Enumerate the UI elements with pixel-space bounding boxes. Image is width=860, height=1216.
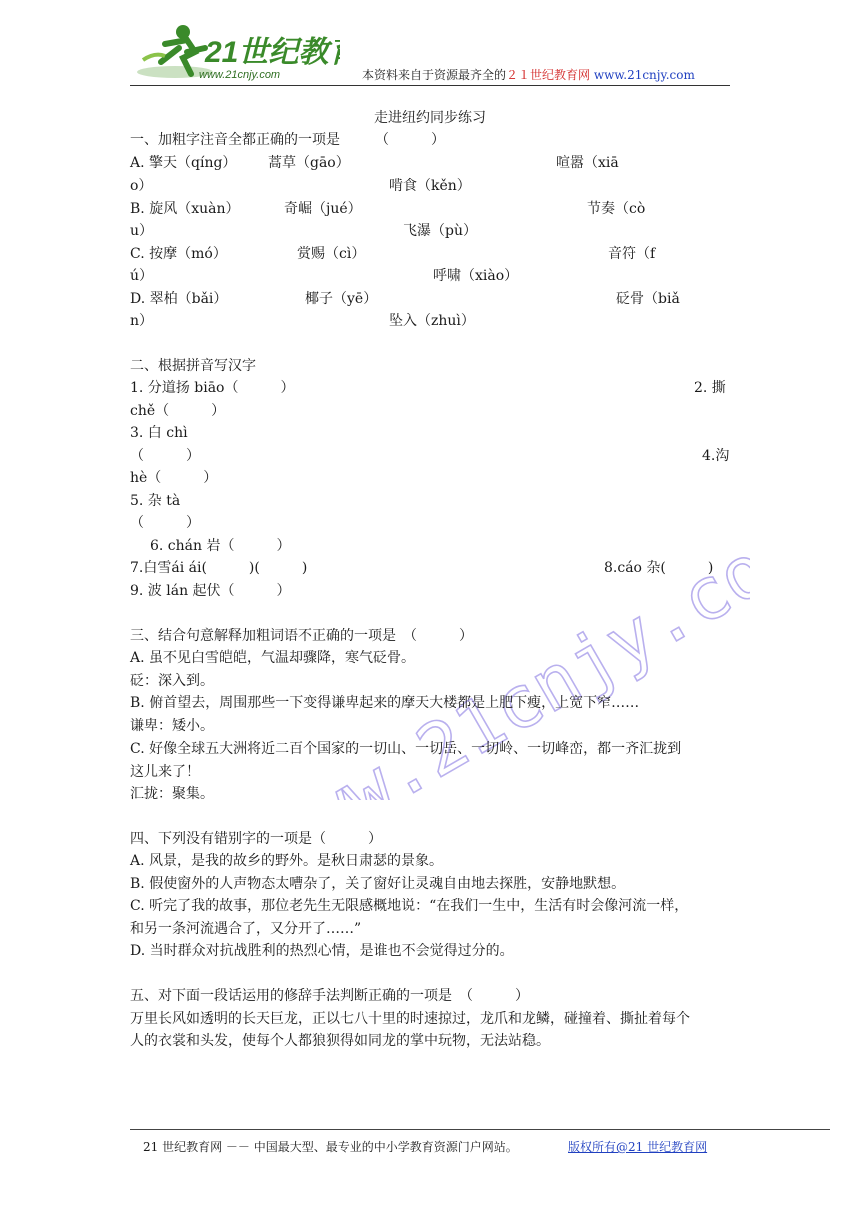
q2-line: 7.白雪ái ái( )( ) <box>130 560 308 576</box>
q4-line: 和另一条河流遇合了，又分开了……” <box>130 921 362 937</box>
q1-line: 奇崛（jué） <box>284 201 362 217</box>
footer-copyright-link[interactable]: 版权所有@21 世纪教育网 <box>568 1140 708 1154</box>
q3-line: A. 虽不见白雪皑皑，气温却骤降，寒气砭骨。 <box>130 650 416 666</box>
q5-line: 人的衣裳和头发，使每个人都狼狈得如同龙的掌中玩物，无法站稳。 <box>130 1033 550 1049</box>
q3-line: 汇拢：聚集。 <box>130 786 214 802</box>
q2-line: 1. 分道扬 biāo（ ） <box>130 380 295 396</box>
logo-text: 21世纪教 <box>205 36 329 69</box>
page-title: 走进纽约同步练习 <box>374 110 486 126</box>
q2-line: 3. 白 chì <box>130 425 188 441</box>
q4-line: B. 假使窗外的人声物态太嘈杂了，关了窗好让灵魂自由地去探胜，安静地默想。 <box>130 876 626 892</box>
q1-line: 坠入（zhuì） <box>389 313 475 329</box>
q3-line: C. 好像全球五大洲将近二百个国家的一切山、一切岳、一切岭、一切峰峦，都一齐汇拢到 <box>130 741 682 757</box>
q1-line: D. 翠柏（bǎi） <box>130 291 228 307</box>
q5-heading: 五、对下面一段话运用的修辞手法判断正确的一项是 （ ） <box>130 988 529 1004</box>
q1-line: B. 旋风（xuàn） <box>130 201 240 217</box>
q1-line: u） <box>130 223 154 239</box>
site-logo <box>135 22 340 84</box>
q2-line: （ ） <box>130 448 200 464</box>
q4-heading: 四、下列没有错别字的一项是（ ） <box>130 831 382 847</box>
footer-description: 21 世纪教育网 －－ 中国最大型、最专业的中小学教育资源门户网站。 <box>143 1140 518 1154</box>
q3-line: 谦卑：矮小。 <box>130 718 214 734</box>
q1-line: 赏赐（cì） <box>297 246 366 262</box>
q4-line: A. 风景，是我的故乡的野外。是秋日肃瑟的景象。 <box>130 853 444 869</box>
q1-line: 啃食（kěn） <box>389 178 471 194</box>
q2-line: 6. chán 岩（ ） <box>150 538 291 554</box>
watermark-text: www.21cnjy.com <box>252 504 750 800</box>
q2-line: 2. 撕 <box>694 380 726 396</box>
q3-line: 砭：深入到。 <box>130 673 214 689</box>
q3-line: B. 俯首望去，周围那些一下变得谦卑起来的摩天大楼都是上肥下瘦，上宽下窄…… <box>130 695 640 711</box>
q1-line: 砭骨（biǎ <box>616 291 680 307</box>
footer-divider <box>130 1129 830 1130</box>
header-divider <box>130 85 730 86</box>
q1-heading: 一、加粗字注音全都正确的一项是 （ ） <box>130 132 445 148</box>
q1-line: ú） <box>130 268 154 284</box>
q1-line: A. 擎天（qíng） <box>130 155 237 171</box>
q2-line: 8.cáo 杂( ) <box>604 560 714 576</box>
q1-line: 音符（f <box>608 246 656 262</box>
q1-line: 节奏（cò <box>587 201 646 217</box>
q2-line: （ ） <box>130 515 200 531</box>
q3-heading: 三、结合句意解释加粗词语不正确的一项是 （ ） <box>130 628 473 644</box>
q4-line: C. 听完了我的故事，那位老先生无限感概地说：“在我们一生中，生活有时会像河流一样， <box>130 898 689 914</box>
q4-line: D. 当时群众对抗战胜利的热烈心情，是谁也不会觉得过分的。 <box>130 943 514 959</box>
header-url-link[interactable]: www.21cnjy.com <box>593 68 695 82</box>
q1-line: C. 按摩（mó） <box>130 246 227 262</box>
logo-url: www.21cnjy.com <box>199 69 281 81</box>
header-site-link[interactable]: ２１世纪教育网 <box>506 68 591 82</box>
q3-line: 这儿来了！ <box>130 764 200 780</box>
q1-line: n） <box>130 313 154 329</box>
q1-line: 喧嚣（xiā <box>556 155 619 171</box>
header-notice-prefix: 本资料来自于资源最齐全的 <box>362 68 507 82</box>
q5-line: 万里长风如透明的长天巨龙，正以七八十里的时速掠过，龙爪和龙鳞，碰撞着、撕扯着每个 <box>130 1011 690 1027</box>
q2-line: 9. 波 lán 起伏（ ） <box>130 583 291 599</box>
q1-line: 呼啸（xiào） <box>433 268 519 284</box>
q1-line: 飞瀑（pù） <box>403 223 477 239</box>
header-notice <box>362 66 695 83</box>
q2-line: 5. 杂 tà <box>130 493 181 509</box>
q1-line: 蒿草（gāo） <box>268 155 350 171</box>
q2-line: hè（ ） <box>130 470 218 486</box>
runner-logo-icon <box>135 22 340 84</box>
q2-line: chě（ ） <box>130 403 226 419</box>
q1-line: 椰子（yē） <box>305 291 378 307</box>
q2-heading: 二、根据拼音写汉字 <box>130 358 256 374</box>
q1-line: o） <box>130 178 153 194</box>
q2-line: 4.沟 <box>702 448 730 464</box>
